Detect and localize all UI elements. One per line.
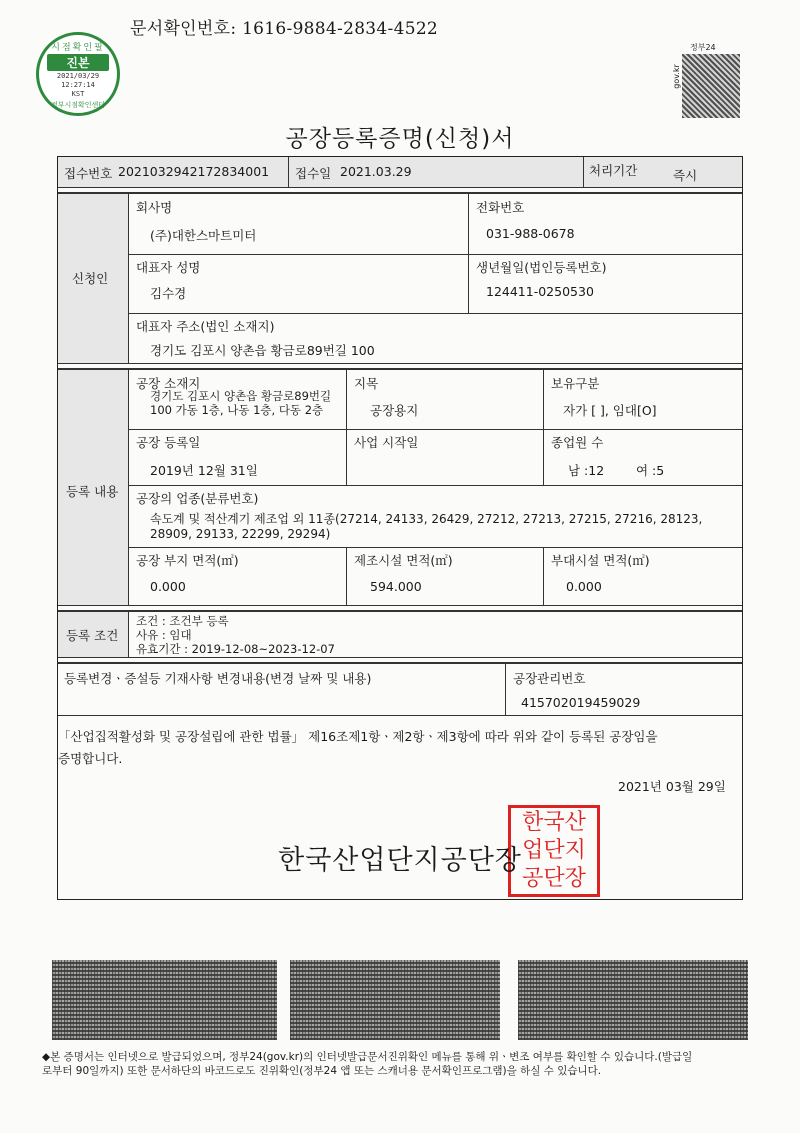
phone-value: 031-988-0678: [486, 226, 575, 241]
ownership-label: 보유구분: [551, 376, 600, 391]
qr-code: [668, 42, 738, 120]
manufacturing-area-value: 594.000: [370, 579, 422, 594]
ownership-value: 자가 [ ], 임대[O]: [563, 403, 657, 418]
row-divider: [58, 605, 742, 606]
section-separator: [58, 368, 742, 370]
receipt-no-label: 접수번호: [64, 166, 113, 181]
representative-value: 김수경: [150, 286, 187, 301]
stamp-char: 단: [543, 866, 565, 891]
certify-text-line2: 증명합니다.: [58, 751, 123, 766]
row-divider: [128, 547, 742, 548]
barcode-2: [290, 960, 500, 1040]
processing-label: 처리기간: [589, 163, 638, 178]
stamp-char: 국: [543, 810, 565, 835]
condition-line2: 사유 : 임대: [136, 628, 192, 642]
stamp-char: 한: [522, 810, 544, 835]
certificate-table: [57, 156, 743, 900]
management-no-label: 공장관리번호: [513, 671, 586, 686]
section-separator: [58, 662, 742, 664]
company-label: 회사명: [136, 200, 173, 215]
auxiliary-area-label: 부대시설 면적(㎡): [551, 553, 650, 568]
qr-label: 정부24: [690, 43, 716, 52]
stamp-char: 산: [564, 810, 586, 835]
section-separator: [58, 610, 742, 612]
factory-location-line1: 경기도 김포시 양촌읍 황금로89번길: [150, 389, 332, 403]
col-divider: [346, 370, 347, 485]
col-divider: [288, 157, 289, 187]
qr-code-pattern: [682, 54, 740, 118]
stamp-char: 공: [522, 866, 544, 891]
land-category-value: 공장용지: [370, 403, 419, 418]
auxiliary-area-value: 0.000: [566, 579, 602, 594]
col-divider: [583, 157, 584, 187]
section-separator: [58, 192, 742, 194]
industry-label: 공장의 업종(분류번호): [136, 491, 259, 506]
processing-value: 즉시: [673, 168, 698, 183]
phone-label: 전화번호: [476, 200, 525, 215]
barcode-3: [518, 960, 748, 1040]
footer-notice: [42, 1050, 762, 1078]
seal-date: 2021/03/29: [56, 72, 100, 80]
site-area-label: 공장 부지 면적(㎡): [136, 553, 239, 568]
seal-time: 12:27:14: [61, 81, 95, 89]
row-divider: [58, 715, 742, 716]
changes-label: 등록변경ㆍ증설등 기재사항 변경내용(변경 날짜 및 내용): [64, 671, 372, 686]
conditions-section-label: 등록 조건: [66, 628, 119, 643]
stamp-char: 장: [564, 866, 586, 891]
row-divider: [128, 254, 742, 255]
receipt-date-value: 2021.03.29: [340, 164, 412, 179]
col-divider: [505, 664, 506, 715]
issue-date: 2021년 03월 29일: [618, 779, 726, 794]
factory-location-label: 공장 소재지: [136, 376, 201, 391]
condition-line3: 유효기간 : 2019-12-08~2023-12-07: [136, 642, 335, 656]
qr-gov-text: gov.kr: [671, 64, 681, 89]
col-divider: [128, 194, 129, 363]
birth-value: 124411-0250530: [486, 284, 594, 299]
footer-line1: ◆본 증명서는 인터넷으로 발급되었으며, 정부24(gov.kr)의 인터넷발급문서진위확인 메뉴를 통해 위ㆍ변조 여부를 확인할 수 있습니다.(발급일: [42, 1051, 693, 1063]
certify-text-line1: 「산업집적활성화 및 공장설립에 관한 법률」 제16조제1항ㆍ제2항ㆍ제3항에 따라 위와 같이 등록된 공장임을: [58, 729, 658, 744]
col-divider: [346, 547, 347, 605]
col-divider: [543, 370, 544, 485]
land-category-label: 지목: [354, 376, 379, 391]
col-divider: [543, 547, 544, 605]
seal-main-text: 진본: [47, 54, 109, 71]
company-value: (주)대한스마트미터: [150, 228, 257, 243]
business-start-label: 사업 시작일: [354, 435, 419, 450]
issuer-name: 한국산업단지공단장: [278, 845, 522, 876]
document-title: 공장등록증명(신청)서: [285, 126, 515, 152]
industry-line2: 28909, 29133, 22299, 29294): [150, 527, 331, 541]
footer-line2: 로부터 90일까지) 또한 문서하단의 바코드로도 진위확인(정부24 앱 또는 스캐너용 문서확인프로그램)을 하실 수 있습니다.: [42, 1065, 602, 1077]
authenticity-seal: [36, 32, 120, 116]
col-divider: [128, 370, 129, 605]
stamp-char: 업: [522, 838, 544, 863]
employee-male: 남 :12: [568, 463, 605, 478]
row-divider: [128, 313, 742, 314]
birth-label: 생년월일(법인등록번호): [476, 260, 607, 275]
manufacturing-area-label: 제조시설 면적(㎡): [354, 553, 453, 568]
address-value: 경기도 김포시 양촌읍 황금로89번길 100: [150, 343, 375, 358]
condition-line1: 조건 : 조건부 등록: [136, 614, 229, 628]
address-label: 대표자 주소(법인 소재지): [136, 319, 275, 334]
seal-tz: KST: [71, 90, 85, 98]
employee-female: 여 :5: [636, 463, 665, 478]
industry-line1: 속도계 및 적산계기 제조업 외 11종(27214, 24133, 26429, 27212, 27213, 27215, 27216, 28123,: [150, 512, 703, 526]
employee-count-label: 종업원 수: [551, 435, 604, 450]
registration-section-label: 등록 내용: [66, 484, 119, 499]
applicant-section-label: 신청인: [72, 271, 109, 286]
stamp-char: 지: [564, 838, 586, 863]
management-no-value: 415702019459029: [521, 695, 641, 710]
row-divider: [58, 657, 742, 658]
site-area-value: 0.000: [150, 579, 186, 594]
registration-date-label: 공장 등록일: [136, 435, 201, 450]
barcode-1: [52, 960, 277, 1040]
row-divider: [128, 485, 742, 486]
row-divider: [128, 429, 742, 430]
seal-bottom-text: 정부시점확인센터: [50, 101, 106, 109]
registration-date-value: 2019년 12월 31일: [150, 463, 258, 478]
document-confirmation-number: 문서확인번호: 1616-9884-2834-4522: [130, 19, 439, 39]
row-divider: [58, 187, 742, 188]
factory-location-line2: 100 가동 1층, 나동 1층, 다동 2층: [150, 403, 324, 417]
seal-top-text: 시점확인필: [51, 43, 105, 53]
representative-label: 대표자 성명: [136, 260, 201, 275]
row-divider: [58, 363, 742, 364]
receipt-no-value: 2021032942172834001: [118, 164, 270, 179]
receipt-date-label: 접수일: [295, 166, 332, 181]
stamp-char: 단: [543, 838, 565, 863]
col-divider: [128, 612, 129, 657]
